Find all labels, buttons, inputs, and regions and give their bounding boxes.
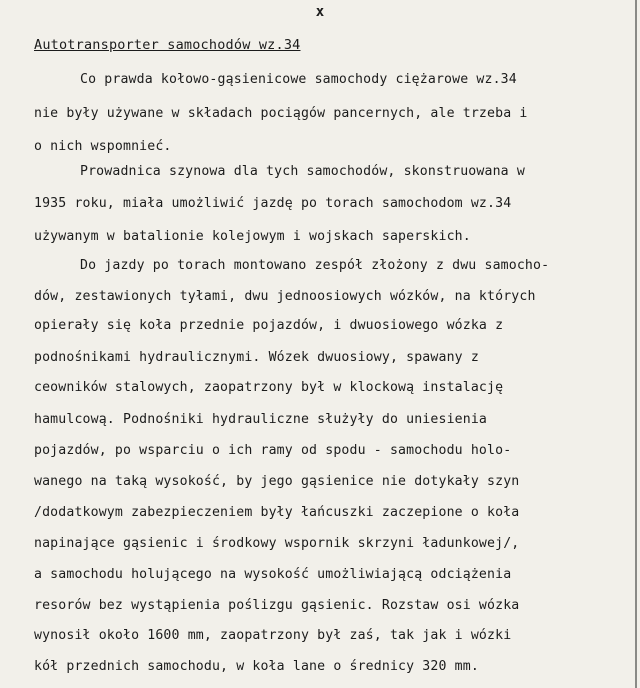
paragraph-1-line-1: Co prawda kołowo-gąsienicowe samochody ciężarowe wz.34 bbox=[80, 72, 517, 87]
section-marker: x bbox=[315, 4, 325, 20]
paragraph-3-line-11: a samochodu holującego na wysokość umożliwiającą odciążenia bbox=[34, 567, 512, 582]
paragraph-3-line-9: /dodatkowym zabezpieczeniem były łańcuszki zaczepione o koła bbox=[34, 505, 520, 520]
paragraph-3-line-3: opierały się koła przednie pojazdów, i dwuosiowego wózka z bbox=[34, 318, 504, 333]
paragraph-3-line-7: pojazdów, po wsparciu o ich ramy od spodu - samochodu holo- bbox=[34, 443, 512, 458]
page-edge-rule bbox=[635, 0, 637, 688]
paragraph-2-line-3: używanym w batalionie kolejowym i wojskach saperskich. bbox=[34, 229, 471, 244]
paragraph-1-line-2: nie były używane w składach pociągów pancernych, ale trzeba i bbox=[34, 106, 528, 121]
paragraph-2-line-2: 1935 roku, miała umożliwić jazdę po torach samochodom wz.34 bbox=[34, 196, 512, 211]
paragraph-3-line-4: podnośnikami hydraulicznymi. Wózek dwuosiowy, spawany z bbox=[34, 350, 479, 365]
paragraph-2-line-1: Prowadnica szynowa dla tych samochodów, skonstruowana w bbox=[80, 164, 525, 179]
paragraph-3-line-10: napinające gąsienic i środkowy wspornik skrzyni ładunkowej/, bbox=[34, 536, 520, 551]
paragraph-3-line-8: wanego na taką wysokość, by jego gąsienice nie dotykały szyn bbox=[34, 474, 520, 489]
paragraph-3-line-12: resorów bez wystąpienia poślizgu gąsienic. Rozstaw osi wózka bbox=[34, 598, 520, 613]
paragraph-3-line-1: Do jazdy po torach montowano zespół złożony z dwu samocho- bbox=[80, 258, 550, 273]
paragraph-3-line-13: wynosił około 1600 mm, zaopatrzony był zaś, tak jak i wózki bbox=[34, 628, 512, 643]
paragraph-3-line-6: hamulcową. Podnośniki hydrauliczne służyły do uniesienia bbox=[34, 412, 488, 427]
section-heading: Autotransporter samochodów wz.34 bbox=[34, 37, 301, 53]
paragraph-3-line-5: ceowników stalowych, zaopatrzony był w klockową instalację bbox=[34, 380, 504, 395]
paragraph-3-line-2: dów, zestawionych tyłami, dwu jednoosiowych wózków, na których bbox=[34, 289, 536, 304]
paragraph-1-line-3: o nich wspomnieć. bbox=[34, 139, 172, 154]
paragraph-3-line-14: kół przednich samochodu, w koła lane o średnicy 320 mm. bbox=[34, 659, 479, 674]
